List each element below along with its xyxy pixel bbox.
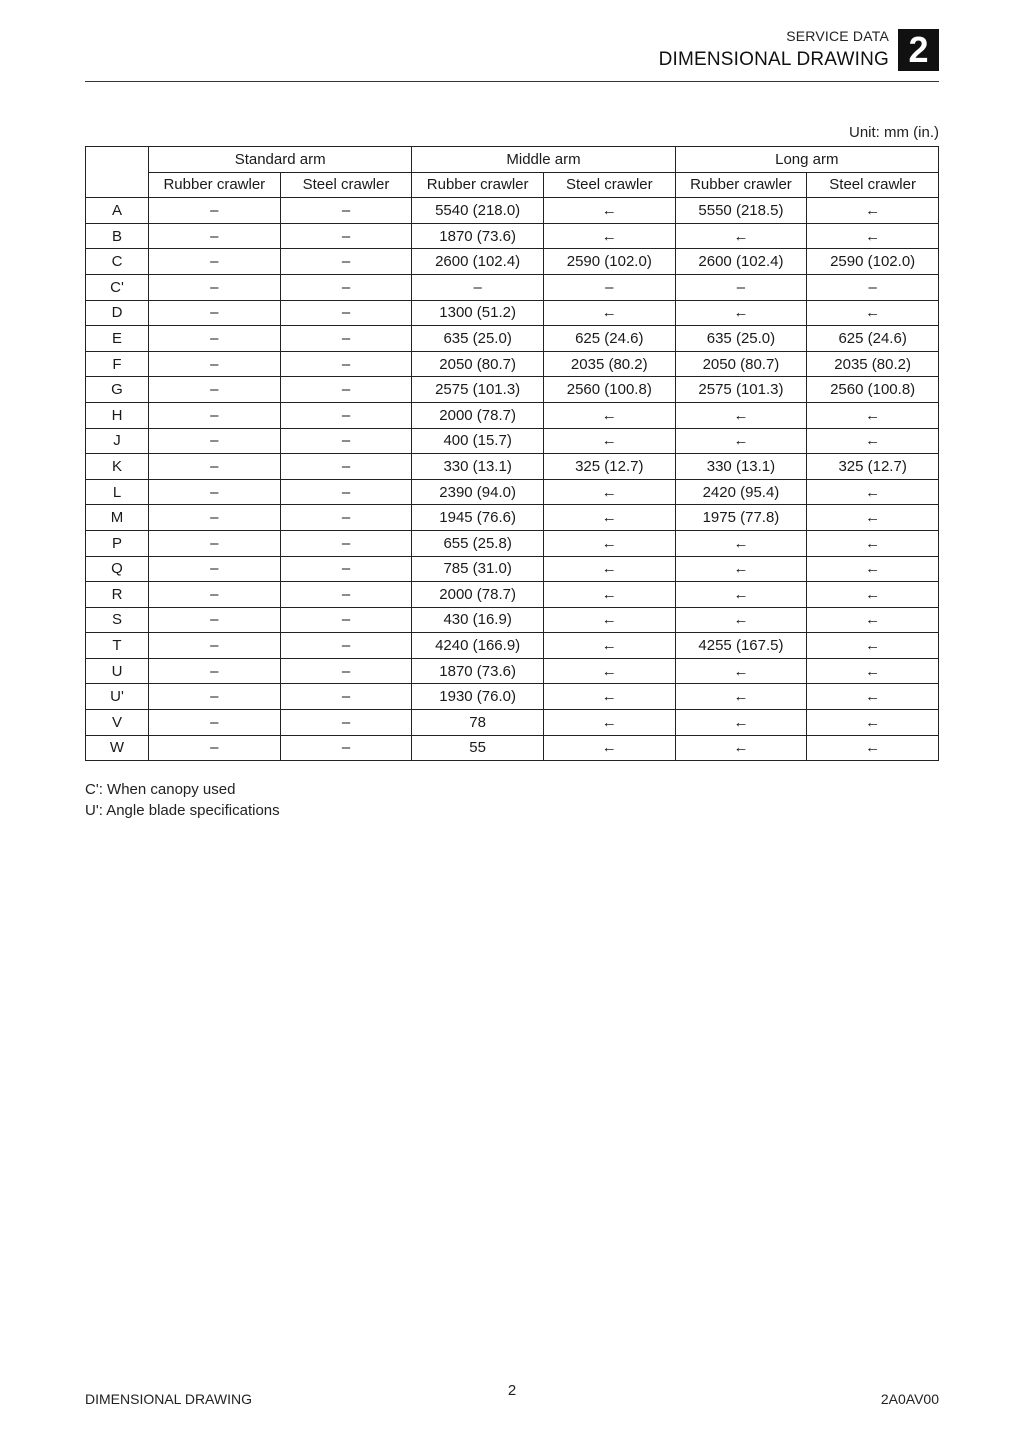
table-cell: –: [149, 505, 281, 531]
table-cell: ←: [807, 633, 939, 659]
table-cell: 2600 (102.4): [675, 249, 807, 275]
table-cell: –: [149, 633, 281, 659]
table-row: [86, 582, 939, 608]
row-label: A: [86, 198, 149, 224]
table-cell: 2560 (100.8): [543, 377, 675, 403]
table-cell: 330 (13.1): [412, 454, 544, 480]
table-cell: –: [280, 633, 412, 659]
table-cell: 5540 (218.0): [412, 198, 544, 224]
table-cell: –: [149, 735, 281, 761]
table-cell: –: [149, 351, 281, 377]
table-cell: ←: [807, 658, 939, 684]
table-cell: ←: [807, 530, 939, 556]
table-cell: 2050 (80.7): [412, 351, 544, 377]
table-cell: ←: [543, 223, 675, 249]
sub-header-cell: Rubber crawler: [675, 172, 807, 198]
table-cell: ←: [675, 735, 807, 761]
table-row: [86, 454, 939, 480]
table-cell: ←: [675, 684, 807, 710]
table-cell: –: [280, 326, 412, 352]
table-cell: ←: [543, 530, 675, 556]
table-cell: –: [280, 479, 412, 505]
header-divider: [85, 81, 939, 82]
table-body: [86, 198, 939, 761]
table-cell: –: [543, 274, 675, 300]
page-number: 2: [507, 1382, 517, 1399]
sub-header-cell: Rubber crawler: [412, 172, 544, 198]
table-cell: 2420 (95.4): [675, 479, 807, 505]
table-row: [86, 300, 939, 326]
table-cell: –: [280, 607, 412, 633]
table-cell: 2035 (80.2): [543, 351, 675, 377]
table-cell: –: [280, 582, 412, 608]
chapter-badge: 2: [898, 29, 939, 71]
footnote-canopy: C': When canopy used: [85, 781, 236, 798]
table-row: [86, 249, 939, 275]
table-cell: ←: [807, 300, 939, 326]
table-cell: –: [280, 530, 412, 556]
group-header-standard-arm: Standard arm: [149, 147, 412, 173]
table-cell: 2000 (78.7): [412, 402, 544, 428]
table-cell: 2390 (94.0): [412, 479, 544, 505]
row-label: C': [86, 274, 149, 300]
table-cell: ←: [807, 607, 939, 633]
table-row: [86, 402, 939, 428]
row-label: B: [86, 223, 149, 249]
table-cell: –: [149, 377, 281, 403]
dimension-table: [85, 146, 939, 761]
corner-cell: [86, 147, 149, 198]
table-cell: –: [807, 274, 939, 300]
table-row: [86, 428, 939, 454]
table-cell: 1975 (77.8): [675, 505, 807, 531]
group-header-middle-arm: Middle arm: [412, 147, 675, 173]
table-cell: 2575 (101.3): [675, 377, 807, 403]
table-cell: –: [149, 582, 281, 608]
table-cell: 430 (16.9): [412, 607, 544, 633]
table-cell: –: [280, 454, 412, 480]
row-label: L: [86, 479, 149, 505]
table-cell: –: [149, 684, 281, 710]
table-cell: 2050 (80.7): [675, 351, 807, 377]
table-cell: –: [149, 658, 281, 684]
table-cell: ←: [807, 402, 939, 428]
table-cell: –: [280, 735, 412, 761]
group-header-long-arm: Long arm: [675, 147, 938, 173]
table-cell: ←: [807, 582, 939, 608]
table-header: [86, 147, 939, 198]
table-cell: ←: [807, 710, 939, 736]
table-cell: ←: [543, 300, 675, 326]
table-cell: –: [149, 530, 281, 556]
table-cell: ←: [543, 735, 675, 761]
table-cell: ←: [807, 223, 939, 249]
table-cell: ←: [675, 658, 807, 684]
table-cell: –: [149, 402, 281, 428]
table-cell: –: [149, 326, 281, 352]
row-label: P: [86, 530, 149, 556]
table-cell: ←: [807, 556, 939, 582]
row-label: K: [86, 454, 149, 480]
table-cell: ←: [543, 684, 675, 710]
table-cell: ←: [543, 633, 675, 659]
table-cell: 4240 (166.9): [412, 633, 544, 659]
table-cell: ←: [675, 428, 807, 454]
table-row: [86, 223, 939, 249]
table-cell: –: [149, 607, 281, 633]
document-code: 2A0AV00: [880, 1391, 939, 1407]
table-cell: –: [280, 274, 412, 300]
table-cell: 330 (13.1): [675, 454, 807, 480]
table-cell: –: [280, 402, 412, 428]
row-label: U: [86, 658, 149, 684]
table-cell: 55: [412, 735, 544, 761]
table-cell: ←: [543, 582, 675, 608]
table-cell: ←: [807, 684, 939, 710]
table-cell: ←: [543, 505, 675, 531]
table-cell: ←: [543, 607, 675, 633]
row-label: M: [86, 505, 149, 531]
table-cell: 1930 (76.0): [412, 684, 544, 710]
table-cell: ←: [807, 735, 939, 761]
row-label: F: [86, 351, 149, 377]
table-cell: ←: [543, 402, 675, 428]
table-cell: ←: [543, 479, 675, 505]
footnote-angle-blade: U': Angle blade specifications: [85, 802, 280, 819]
row-label: C: [86, 249, 149, 275]
table-cell: –: [149, 428, 281, 454]
table-row: [86, 326, 939, 352]
unit-label: Unit: mm (in.): [849, 124, 939, 141]
table-cell: –: [280, 249, 412, 275]
page-title: DIMENSIONAL DRAWING: [658, 49, 889, 70]
table-row: [86, 198, 939, 224]
table-cell: ←: [543, 710, 675, 736]
table-cell: 2590 (102.0): [807, 249, 939, 275]
table-cell: ←: [543, 198, 675, 224]
table-cell: –: [280, 505, 412, 531]
sub-header-row: [86, 172, 939, 198]
table-row: [86, 505, 939, 531]
table-row: [86, 633, 939, 659]
table-cell: –: [280, 300, 412, 326]
table-cell: 625 (24.6): [807, 326, 939, 352]
table-cell: 785 (31.0): [412, 556, 544, 582]
table-cell: 1870 (73.6): [412, 658, 544, 684]
table-cell: –: [280, 428, 412, 454]
table-cell: 2575 (101.3): [412, 377, 544, 403]
sub-header-cell: Rubber crawler: [149, 172, 281, 198]
table-row: [86, 607, 939, 633]
row-label: T: [86, 633, 149, 659]
table-row: [86, 735, 939, 761]
table-cell: ←: [675, 710, 807, 736]
table-cell: –: [149, 249, 281, 275]
table-cell: –: [280, 658, 412, 684]
row-label: V: [86, 710, 149, 736]
table-cell: ←: [543, 428, 675, 454]
table-cell: 2600 (102.4): [412, 249, 544, 275]
table-row: [86, 530, 939, 556]
row-label: R: [86, 582, 149, 608]
table-cell: 635 (25.0): [675, 326, 807, 352]
table-cell: ←: [675, 223, 807, 249]
table-cell: ←: [807, 198, 939, 224]
table-cell: –: [149, 710, 281, 736]
table-row: [86, 274, 939, 300]
row-label: W: [86, 735, 149, 761]
table-cell: 1300 (51.2): [412, 300, 544, 326]
table-cell: –: [149, 198, 281, 224]
table-cell: 1945 (76.6): [412, 505, 544, 531]
table-cell: 625 (24.6): [543, 326, 675, 352]
table-cell: 655 (25.8): [412, 530, 544, 556]
table-cell: 2000 (78.7): [412, 582, 544, 608]
row-label: D: [86, 300, 149, 326]
table-cell: ←: [807, 505, 939, 531]
sub-header-cell: Steel crawler: [280, 172, 412, 198]
table-cell: –: [149, 300, 281, 326]
footnotes: [85, 779, 280, 821]
group-header-row: [86, 147, 939, 173]
table-cell: –: [280, 223, 412, 249]
row-label: G: [86, 377, 149, 403]
table-cell: ←: [807, 428, 939, 454]
table-cell: 1870 (73.6): [412, 223, 544, 249]
table-cell: ←: [675, 582, 807, 608]
table-cell: ←: [675, 300, 807, 326]
table-cell: ←: [675, 607, 807, 633]
sub-header-cell: Steel crawler: [807, 172, 939, 198]
table-cell: 4255 (167.5): [675, 633, 807, 659]
row-label: Q: [86, 556, 149, 582]
table-cell: –: [412, 274, 544, 300]
table-cell: 78: [412, 710, 544, 736]
row-label: S: [86, 607, 149, 633]
table-cell: ←: [543, 556, 675, 582]
sub-header-cell: Steel crawler: [543, 172, 675, 198]
table-cell: 2560 (100.8): [807, 377, 939, 403]
table-cell: 400 (15.7): [412, 428, 544, 454]
table-row: [86, 658, 939, 684]
table-cell: ←: [807, 479, 939, 505]
table-row: [86, 351, 939, 377]
table-cell: 325 (12.7): [543, 454, 675, 480]
table-cell: 635 (25.0): [412, 326, 544, 352]
table-cell: –: [280, 710, 412, 736]
table-row: [86, 684, 939, 710]
table-cell: ←: [675, 402, 807, 428]
table-cell: 5550 (218.5): [675, 198, 807, 224]
row-label: E: [86, 326, 149, 352]
table-cell: –: [149, 479, 281, 505]
table-cell: 2590 (102.0): [543, 249, 675, 275]
footer-section-title: DIMENSIONAL DRAWING: [85, 1391, 252, 1407]
table-cell: ←: [543, 658, 675, 684]
table-row: [86, 556, 939, 582]
table-row: [86, 377, 939, 403]
row-label: H: [86, 402, 149, 428]
row-label: U': [86, 684, 149, 710]
table-cell: ←: [675, 530, 807, 556]
table-cell: –: [280, 377, 412, 403]
table-cell: 2035 (80.2): [807, 351, 939, 377]
section-label: SERVICE DATA: [786, 28, 889, 44]
table-cell: ←: [675, 556, 807, 582]
table-cell: 325 (12.7): [807, 454, 939, 480]
table-cell: –: [675, 274, 807, 300]
table-cell: –: [149, 556, 281, 582]
table-cell: –: [280, 556, 412, 582]
table-row: [86, 479, 939, 505]
table-cell: –: [149, 454, 281, 480]
table-cell: –: [280, 684, 412, 710]
row-label: J: [86, 428, 149, 454]
table-cell: –: [149, 223, 281, 249]
table-cell: –: [280, 198, 412, 224]
table-cell: –: [149, 274, 281, 300]
table-row: [86, 710, 939, 736]
table-cell: –: [280, 351, 412, 377]
